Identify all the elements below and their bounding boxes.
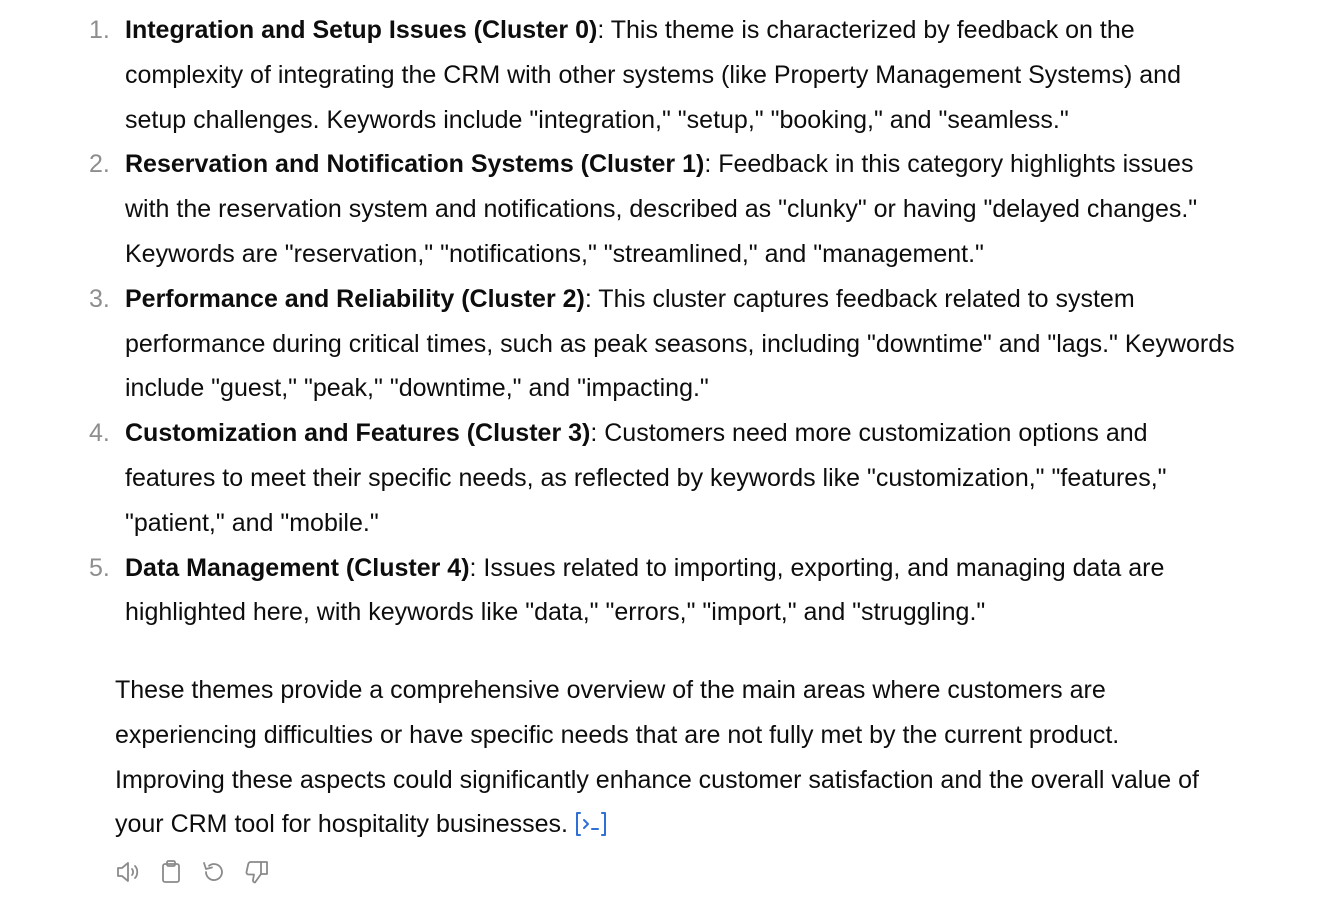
thumbs-down-icon bbox=[243, 858, 271, 886]
list-item-number: 5. bbox=[89, 553, 110, 582]
list-item bbox=[89, 277, 1240, 411]
speaker-icon bbox=[114, 858, 142, 886]
copy-button[interactable] bbox=[155, 855, 187, 889]
list-item-text: : This cluster captures feedback related to system performance during critical times, such as peak seasons, including "downtime" and "lags." Keywords include "guest," "peak," "downtime," and "impacting." bbox=[125, 284, 1235, 403]
message-actions bbox=[112, 855, 273, 889]
summary-text: These themes provide a comprehensive overview of the main areas where customers are experiencing difficulties or have specific needs that are not fully met by the current product. Improving these aspects could significantly enhance customer satisfaction and the overall value of your CRM tool for hospitality businesses. bbox=[115, 676, 1199, 839]
list-item-text: : Customers need more customization options and features to meet their specific needs, as reflected by keywords like "customization," "features," "patient," and "mobile." bbox=[125, 419, 1167, 537]
list-item-title: Data Management (Cluster 4) bbox=[125, 553, 470, 582]
summary-paragraph bbox=[115, 668, 1225, 847]
list-item-number: 1. bbox=[89, 16, 110, 44]
thumbs-down-button[interactable] bbox=[241, 855, 273, 889]
clipboard-icon bbox=[157, 858, 185, 886]
list-item-number: 3. bbox=[89, 284, 110, 313]
list-item-text: : Issues related to importing, exporting, and managing data are highlighted here, with keywords like "data," "errors," "import," and "struggling." bbox=[125, 553, 1165, 627]
list-item-title: Performance and Reliability (Cluster 2) bbox=[125, 284, 585, 313]
themes-list bbox=[0, 8, 1240, 635]
regenerate-button[interactable] bbox=[198, 855, 230, 889]
list-item-number: 2. bbox=[89, 150, 110, 179]
list-item-text: : Feedback in this category highlights issues with the reservation system and notifications, described as "clunky" or having "delayed changes." Keywords are "reservation," "notifications," "streamlined," and "management." bbox=[125, 150, 1198, 268]
list-item bbox=[89, 8, 1240, 142]
list-item-number: 4. bbox=[89, 419, 110, 448]
list-item bbox=[89, 411, 1240, 545]
assistant-message bbox=[0, 8, 1240, 839]
regenerate-icon bbox=[200, 858, 228, 886]
list-item-text: : This theme is characterized by feedback on the complexity of integrating the CRM with other systems (like Property Management Systems) and setup challenges. Keywords include "integration," "setup," "booking," and "seamless." bbox=[125, 16, 1181, 134]
list-item bbox=[89, 142, 1240, 276]
list-item-title: Reservation and Notification Systems (Cluster 1) bbox=[125, 150, 705, 179]
list-item-title: Customization and Features (Cluster 3) bbox=[125, 419, 591, 448]
list-item-title: Integration and Setup Issues (Cluster 0) bbox=[125, 16, 598, 44]
read-aloud-button[interactable] bbox=[112, 855, 144, 889]
list-item bbox=[89, 546, 1240, 636]
code-analysis-icon[interactable] bbox=[574, 808, 608, 836]
